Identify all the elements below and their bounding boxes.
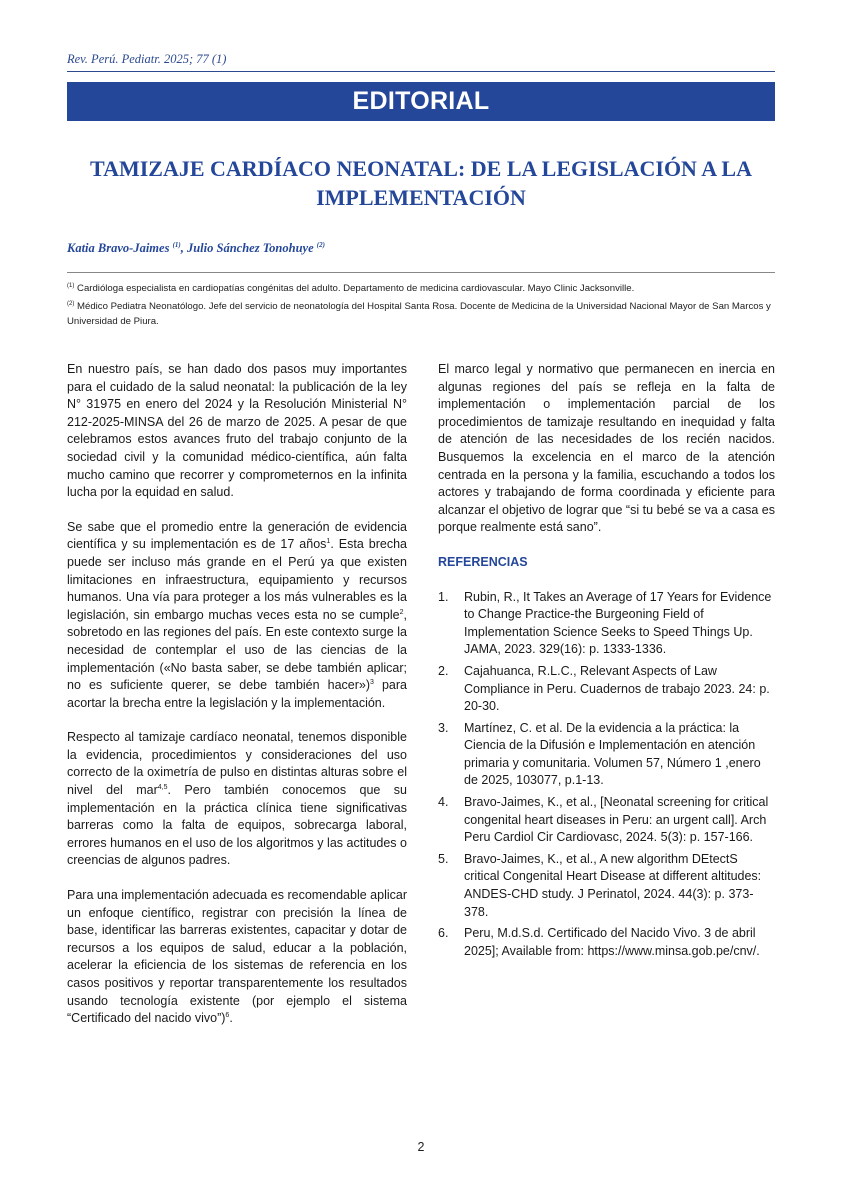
reference-number: 5. — [438, 851, 449, 866]
text-run: para acortar la brecha entre la legislación y la implementación. — [67, 678, 407, 710]
body-paragraph — [67, 887, 407, 1028]
references-heading: REFERENCIAS — [438, 554, 528, 569]
reference-number: 4. — [438, 795, 449, 810]
text-run: , sobretodo en las regiones del país. En este contexto surge la necesidad de contemplar el uso de las ciencias de la implementación («No basta saber, se debe también aplicar; no es suficiente querer, se debe también hacer») — [67, 607, 407, 693]
affiliation — [67, 279, 775, 296]
text-run: . — [229, 1011, 233, 1026]
author-name: Julio Sánchez Tonohuye — [186, 241, 314, 256]
reference-item — [438, 925, 775, 960]
reference-item — [438, 589, 775, 659]
affiliation-rule — [67, 272, 775, 273]
affiliation-mark: (2) — [67, 301, 75, 308]
author-name: Katia Bravo-Jaimes — [67, 241, 170, 256]
affiliation-mark: (1) — [67, 283, 75, 289]
reference-number: 3. — [438, 720, 449, 735]
left-column — [67, 361, 407, 1045]
reference-number: 1. — [438, 589, 449, 604]
header-rule — [67, 71, 775, 72]
author-separator: , — [180, 241, 187, 256]
reference-number: 6. — [438, 926, 449, 941]
citation-mark: 6 — [225, 1012, 230, 1020]
reference-item — [438, 720, 775, 790]
text-run: Se sabe que el promedio entre la generación de evidencia científica y su implementación es de 17 años — [67, 519, 407, 552]
page-number: 2 — [417, 1140, 425, 1154]
reference-text: Martínez, C. et al. De la evidencia a la práctica: la Ciencia de la Difusión e Implementación en atención primaria y comunitaria. Volumen 57, Número 1 ,enero de 2025, 103077, p.1-13. — [464, 720, 761, 788]
reference-text: Bravo-Jaimes, K., et al., [Neonatal screening for critical congenital heart diseases in Peru: an urgent call]. Arch Peru Cardiol Cir Cardiovasc, 2024. 5(3): p. 157-166. — [464, 795, 769, 845]
body-paragraph: En nuestro país, se han dado dos pasos muy importantes para el cuidado de la salud neonatal: la publicación de la ley N° 31975 en enero del 2024 y la Resolución Ministerial N° 212-2025-MINSA del 26 de marzo de 2025. A pesar de que celebramos estos avances fruto del trabajo conjunto de la sociedad civil y la comunidad médico-científica, aún falta mucho camino que recorrer y comprometernos en la infinita lucha por la equidad en salud. — [67, 362, 407, 500]
reference-text: Cajahuanca, R.L.C., Relevant Aspects of Law Compliance in Peru. Cuadernos de trabajo 2023. 24: p. 20-30. — [464, 663, 770, 714]
text-run: Para una implementación adecuada es recomendable aplicar un enfoque científico, registrar con precisión la línea de base, identificar las barreras existentes, capacitar y dotar de recursos a los equipos de salud, educar a la población, acelerar la eficiencia de los sistemas de referencia en los casos positivos y reportar transparentemente los resultados usando tecnología existente (por ejemplo el sistema “Certificado del nacido vivo”) — [67, 888, 407, 1026]
citation-mark: 1 — [326, 538, 331, 546]
citation-mark: 2 — [399, 608, 404, 616]
author-list — [67, 241, 325, 256]
text-run: . Pero también conocemos que su implementación en la práctica clínica tiene significativas barreras como la falta de equipos, sobrecarga laboral, errores humanos en el uso de los algoritmos y las actitudes o creencias de algunos padres. — [67, 783, 407, 868]
journal-citation: Rev. Perú. Pediatr. 2025; 77 (1) — [67, 52, 227, 66]
right-column — [438, 361, 775, 964]
article-title: TAMIZAJE CARDÍACO NEONATAL: DE LA LEGISLACIÓN A LA IMPLEMENTACIÓN — [90, 156, 752, 210]
author-affiliation-mark: (2) — [316, 241, 325, 249]
text-run: Respecto al tamizaje cardíaco neonatal, tenemos disponible la evidencia, procedimientos y consideraciones del uso correcto de la oximetría de pulso en distintas alturas sobre el nivel del mar — [67, 730, 407, 798]
reference-number: 2. — [438, 663, 449, 678]
body-paragraph — [67, 519, 407, 713]
citation-mark: 4,5 — [157, 783, 168, 791]
body-paragraph — [67, 729, 407, 870]
reference-text: Bravo-Jaimes, K., et al., A new algorithm DEtectS critical Congenital Heart Disease at different altitudes: ANDES-CHD study. J Perinatol, 2024. 44(3): p. 373-378. — [464, 851, 762, 919]
reference-text: Peru, M.d.S.d. Certificado del Nacido Vivo. 3 de abril 2025]; Available from: https://www.minsa.gob.pe/cnv/. — [464, 926, 760, 958]
reference-item — [438, 794, 775, 847]
affiliation-text: Médico Pediatra Neonatólogo. Jefe del servicio de neonatología del Hospital Santa Rosa. Docente de Medicina de la Universidad Nacional Mayor de San Marcos y Universidad de Piura. — [67, 301, 771, 328]
section-banner — [67, 82, 775, 121]
affiliation — [67, 297, 775, 329]
section-label: EDITORIAL — [352, 87, 490, 115]
affiliation-text: Cardióloga especialista en cardiopatías congénitas del adulto. Departamento de medicina cardiovascular. Mayo Clinic Jacksonville. — [77, 283, 635, 295]
citation-mark: 3 — [370, 678, 374, 686]
reference-item — [438, 851, 775, 921]
reference-item — [438, 663, 775, 716]
reference-list — [438, 589, 775, 961]
text-run: . Esta brecha puede ser incluso más grande en el Perú ya que existen limitaciones en infraestructura, equipamiento y recursos humanos. Una vía para proteger a los más vulnerables es la legislación, sin embargo muchas veces esta no se cumple — [67, 537, 408, 622]
affiliations — [67, 279, 775, 330]
author-affiliation-mark: (1) — [172, 241, 181, 249]
reference-text: Rubin, R., It Takes an Average of 17 Years for Evidence to Change Practice-the Burgeoning Field of Implementation Science Seeks to Speed Things Up. JAMA, 2023. 329(16): p. 1333-1336. — [464, 589, 772, 657]
body-paragraph: El marco legal y normativo que permanecen en inercia en algunas regiones del país se refleja en la falta de implementación o implementación parcial de los procedimientos de tamizaje resultando en inequidad y falta de atención de las necesidades de los recién nacidos. Busquemos la excelencia en el marco de la atención centrada en la persona y la familia, escuchando a todos los actores y trabajando de forma coordinada y eficiente para alcanzar el objetivo de lograr que “si tu bebé se va a casa es porque realmente está sano”. — [438, 362, 775, 535]
